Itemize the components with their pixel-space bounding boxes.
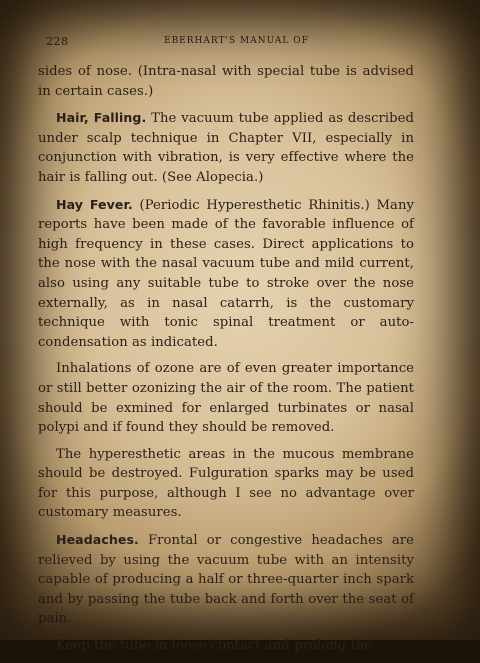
- page-number: 228: [46, 35, 69, 48]
- paragraph-keep-tube: [38, 636, 414, 656]
- paragraph-text: Keep the tube in loose contact and prolong the: [56, 638, 373, 654]
- section-heading-hair-falling: Hair, Falling.: [56, 110, 147, 126]
- paragraph-ozone: [38, 359, 414, 437]
- running-head: EBERHART'S MANUAL OF: [164, 36, 309, 46]
- paragraph-text: sides of nose. (Intra-nasal with special tube is advised in certain cases.): [38, 64, 414, 99]
- page-body: [38, 62, 414, 663]
- paragraph-hair-falling: [38, 108, 414, 187]
- paragraph-text: The vacuum tube applied as described under scalp technique in Chapter VII, especially in conjunction with vibration, is very effective where the hair is falling out. (See Alopecia.): [38, 111, 414, 185]
- paragraph-text: Frontal or congestive headaches are relieved by using the vacuum tube with an intensity capable of producing a half or three-quarter inch spark and by passing the tube back and forth over the seat of pain.: [38, 533, 414, 627]
- paragraph-headaches: [38, 530, 414, 629]
- page-header: [46, 35, 442, 51]
- paragraph-text: Inhalations of ozone are of even greater importance or still better ozonizing the air of the room. The patient should be exmined for enlarged turbinates or nasal polypi and if found they should be removed.: [38, 361, 414, 436]
- section-heading-headaches: Headaches.: [56, 532, 139, 548]
- paragraph-hay-fever: [38, 195, 414, 353]
- paragraph-nose-continuation: [38, 62, 414, 101]
- paragraph-text: The hyperesthetic areas in the mucous membrane should be destroyed. Fulguration sparks may be used for this purpose, although I see no advantage over customary measures.: [38, 446, 414, 521]
- paragraph-text: (Periodic Hyperesthetic Rhinitis.) Many reports have been made of the favorable influence of high frequency in these cases. Direct applications to the nose with the nasal vacuum tube and mild current, also using any suitable tube to stroke over the nose externally, as in nasal catarrh, is the customary technique with tonic spinal treatment or auto-condensation as indicated.: [38, 197, 415, 350]
- paragraph-hyperesthetic-areas: [38, 445, 414, 523]
- section-heading-hay-fever: Hay Fever.: [56, 196, 133, 212]
